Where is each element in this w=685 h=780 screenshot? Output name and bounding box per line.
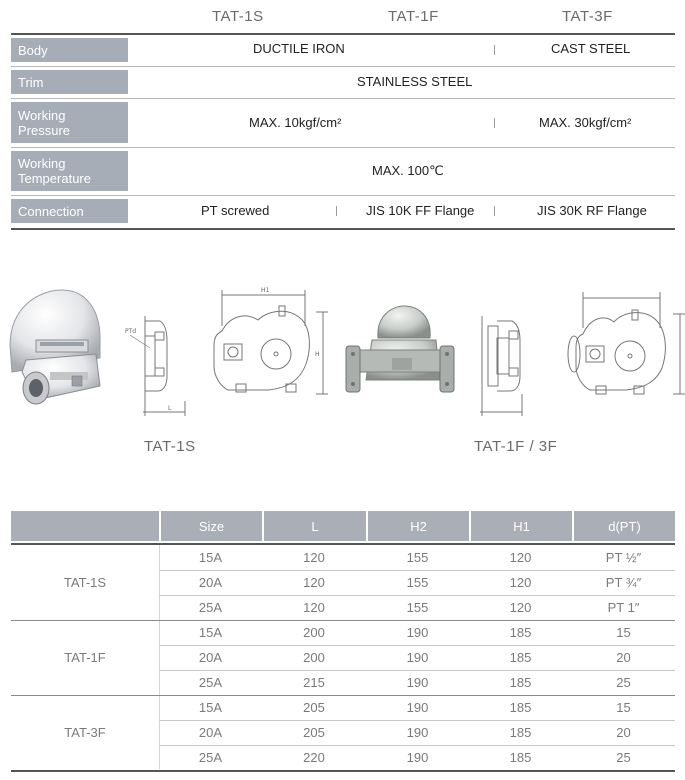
group-label-tat-3f: TAT-3F bbox=[64, 725, 106, 740]
table-row bbox=[11, 620, 675, 645]
cell-d: PT ½″ bbox=[605, 550, 642, 565]
column-header-model bbox=[11, 511, 159, 541]
spec-label-working-pressure bbox=[11, 102, 128, 143]
table-row bbox=[11, 695, 675, 720]
cell-d: PT 1″ bbox=[607, 600, 640, 615]
column-header-size: Size bbox=[159, 511, 262, 541]
cell-h1: 185 bbox=[509, 700, 532, 715]
tat-1f-side-drawing bbox=[480, 316, 522, 416]
cell-size: 15A bbox=[198, 550, 223, 565]
cell-l: 200 bbox=[303, 625, 325, 640]
cell-l: 200 bbox=[303, 650, 325, 665]
cell-size: 25A bbox=[198, 750, 223, 765]
spec-value: CAST STEEL bbox=[551, 41, 631, 56]
model-heading-tat-1s: TAT-1S bbox=[212, 8, 264, 25]
cell-d: 20 bbox=[616, 725, 631, 740]
table-row bbox=[11, 545, 675, 570]
dim-label-h: H bbox=[315, 351, 320, 358]
spec-row-body bbox=[11, 35, 675, 65]
label-line: Temperature bbox=[18, 171, 91, 186]
divider bbox=[494, 118, 495, 128]
cell-h1: 120 bbox=[509, 550, 532, 565]
spec-value: JIS 30K RF Flange bbox=[537, 203, 647, 218]
group-label-tat-1s: TAT-1S bbox=[63, 575, 107, 590]
column-header-l: L bbox=[262, 511, 366, 541]
cell-h2: 155 bbox=[406, 550, 429, 565]
column-header-h2: H2 bbox=[366, 511, 469, 541]
cell-size: 25A bbox=[198, 675, 223, 690]
cell-h1: 120 bbox=[509, 600, 532, 615]
cell-h1: 185 bbox=[509, 650, 532, 665]
tat-1f-front-drawing bbox=[568, 292, 685, 394]
cell-size: 25A bbox=[198, 600, 223, 615]
cell-h2: 190 bbox=[406, 750, 429, 765]
product-figure bbox=[0, 276, 685, 466]
cell-d: 15 bbox=[616, 700, 631, 715]
spec-value: PT screwed bbox=[201, 203, 270, 218]
dim-label-l: L bbox=[168, 405, 172, 412]
table-row bbox=[11, 745, 675, 770]
cell-l: 205 bbox=[303, 700, 325, 715]
cell-size: 20A bbox=[198, 725, 223, 740]
spec-value: MAX. 10kgf/cm² bbox=[249, 115, 342, 130]
cell-d: 25 bbox=[616, 750, 631, 765]
table-bottom-rule bbox=[11, 770, 675, 772]
cell-h2: 190 bbox=[406, 625, 429, 640]
spec-label-connection: Connection bbox=[11, 199, 128, 223]
spec-bottom-rule bbox=[11, 228, 675, 230]
product-drawings bbox=[0, 276, 685, 466]
dim-label-h1: H1 bbox=[261, 287, 270, 294]
cell-h2: 190 bbox=[406, 650, 429, 665]
spec-value: JIS 10K FF Flange bbox=[366, 203, 475, 218]
caption-tat-1s: TAT-1S bbox=[144, 438, 196, 455]
tat-1s-side-drawing bbox=[130, 316, 185, 416]
spec-value: MAX. 30kgf/cm² bbox=[539, 115, 632, 130]
spec-row-working-pressure bbox=[11, 99, 675, 146]
cell-h1: 185 bbox=[509, 625, 532, 640]
cell-d: 25 bbox=[616, 675, 631, 690]
spec-label-working-temperature bbox=[11, 151, 128, 191]
spec-table-header bbox=[0, 0, 685, 30]
column-header-h1: H1 bbox=[469, 511, 572, 541]
spec-row-connection bbox=[11, 196, 675, 226]
spec-row-working-temperature bbox=[11, 148, 675, 194]
divider bbox=[494, 206, 495, 216]
cell-size: 15A bbox=[198, 700, 223, 715]
cell-h1: 120 bbox=[509, 575, 532, 590]
spec-row-trim bbox=[11, 67, 675, 97]
label-line: Working bbox=[18, 156, 66, 171]
cell-size: 20A bbox=[198, 575, 223, 590]
label-line: Pressure bbox=[18, 122, 71, 138]
divider bbox=[336, 206, 337, 216]
cell-size: 15A bbox=[198, 625, 223, 640]
cell-l: 205 bbox=[303, 725, 325, 740]
caption-tat-1f-3f: TAT-1F / 3F bbox=[474, 438, 558, 455]
table-row bbox=[11, 645, 675, 670]
spec-label-body: Body bbox=[11, 38, 128, 62]
cell-h1: 185 bbox=[509, 750, 532, 765]
tat-1f-photo bbox=[346, 306, 454, 392]
tat-1s-front-drawing bbox=[214, 290, 328, 394]
cell-l: 120 bbox=[303, 575, 325, 590]
spec-value: MAX. 100℃ bbox=[372, 163, 444, 178]
table-row bbox=[11, 570, 675, 595]
cell-h2: 190 bbox=[406, 700, 429, 715]
model-heading-tat-3f: TAT-3F bbox=[562, 8, 613, 25]
label-line: Working bbox=[18, 107, 66, 123]
spec-label-trim: Trim bbox=[11, 70, 128, 94]
group-label-tat-1f: TAT-1F bbox=[64, 650, 106, 665]
cell-h1: 185 bbox=[509, 675, 532, 690]
cell-size: 20A bbox=[198, 650, 223, 665]
dimension-table-header bbox=[11, 511, 675, 541]
cell-h2: 190 bbox=[406, 725, 429, 740]
cell-l: 120 bbox=[303, 550, 325, 565]
cell-d: 20 bbox=[616, 650, 631, 665]
spec-value: DUCTILE IRON bbox=[253, 41, 345, 56]
cell-h2: 190 bbox=[406, 675, 429, 690]
cell-l: 215 bbox=[303, 675, 325, 690]
model-heading-tat-1f: TAT-1F bbox=[388, 8, 439, 25]
cell-h1: 185 bbox=[509, 725, 532, 740]
spec-value: STAINLESS STEEL bbox=[357, 74, 473, 89]
cell-d: 15 bbox=[616, 625, 631, 640]
cell-l: 120 bbox=[303, 600, 325, 615]
cell-l: 220 bbox=[303, 750, 325, 765]
cell-h2: 155 bbox=[406, 600, 429, 615]
column-header-d-pt: d(PT) bbox=[572, 511, 675, 541]
divider bbox=[494, 45, 495, 55]
table-row bbox=[11, 595, 675, 620]
cell-h2: 155 bbox=[406, 575, 429, 590]
tat-1s-photo bbox=[10, 290, 100, 404]
table-row bbox=[11, 720, 675, 745]
table-row bbox=[11, 670, 675, 695]
dim-label-pt: PTd bbox=[125, 328, 137, 335]
cell-d: PT ¾″ bbox=[605, 575, 642, 590]
